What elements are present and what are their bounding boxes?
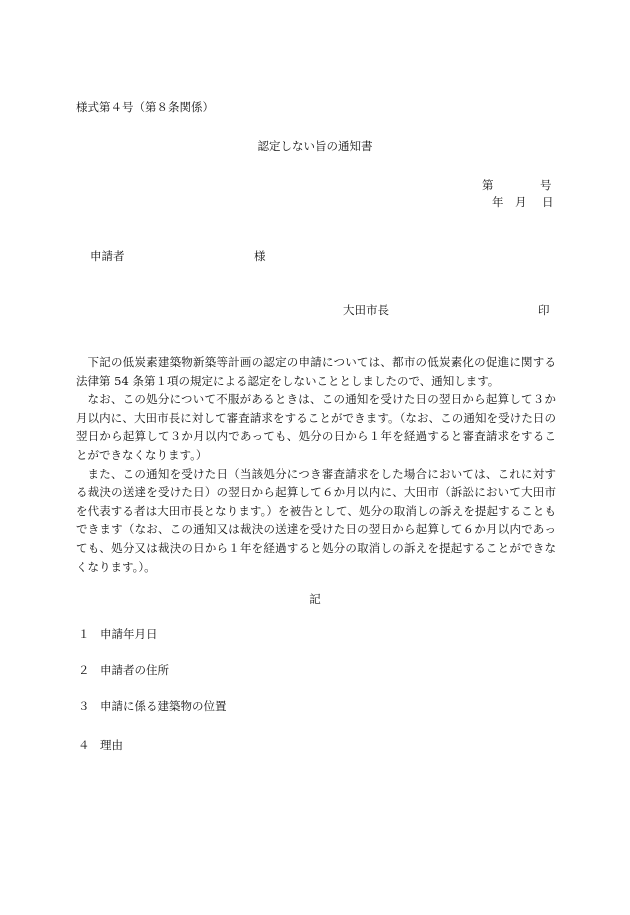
item-number: ４	[78, 738, 90, 752]
item-label: 申請年月日	[100, 627, 158, 641]
date-year-label: 年	[492, 195, 504, 209]
seal-mark: 印	[538, 303, 550, 317]
document-title: 認定しない旨の通知書	[257, 139, 373, 153]
item-number: １	[78, 627, 90, 641]
list-item	[78, 738, 123, 753]
body-paragraph: 下記の低炭素建築物新築等計画の認定の申請については、都市の低炭素化の促進に関する法律第 54 条第１項の規定による認定をしないこととしましたので、通知します。	[76, 355, 556, 388]
applicant-label: 申請者	[90, 249, 125, 263]
notice-body	[76, 353, 556, 576]
body-paragraph: また、この通知を受けた日（当該処分につき審査請求をした場合においては、これに対する裁決の送達を受けた日）の翌日から起算して６か月以内に、大田市（訴訟において大田市を代表する者は大田市長となります。）を被告として、処分の取消しの訴えを提起することもできます（なお、この通知又は裁決の送達を受けた日の翌日から起算して６か月以内であっても、処分又は裁決の日から１年を経過すると処分の取消しの訴えを提起することができなくなります。）。	[76, 466, 556, 574]
date-month-label: 月	[515, 195, 527, 209]
form-number: 様式第４号（第８条関係）	[76, 100, 214, 114]
item-label: 理由	[100, 738, 123, 752]
list-item	[78, 663, 169, 678]
date-day-label: 日	[542, 195, 554, 209]
body-paragraph: なお、この処分について不服があるときは、この通知を受けた日の翌日から起算して３か月以内に、大田市長に対して審査請求をすることができます。（なお、この通知を受けた日の翌日から起算して３か月以内であっても、処分の日から１年を経過すると審査請求をすることができなくなります。）	[76, 392, 556, 462]
document-number-prefix: 第	[482, 178, 494, 192]
list-item	[78, 627, 158, 642]
item-number: ２	[78, 663, 90, 677]
item-number: ３	[78, 699, 90, 713]
issuer-title: 大田市長	[343, 303, 389, 317]
item-label: 申請者の住所	[100, 663, 169, 677]
ki-heading: 記	[309, 592, 321, 606]
list-item	[78, 699, 227, 714]
applicant-honorific: 様	[254, 249, 266, 263]
item-label: 申請に係る建築物の位置	[100, 699, 227, 713]
document-number-suffix: 号	[540, 178, 552, 192]
